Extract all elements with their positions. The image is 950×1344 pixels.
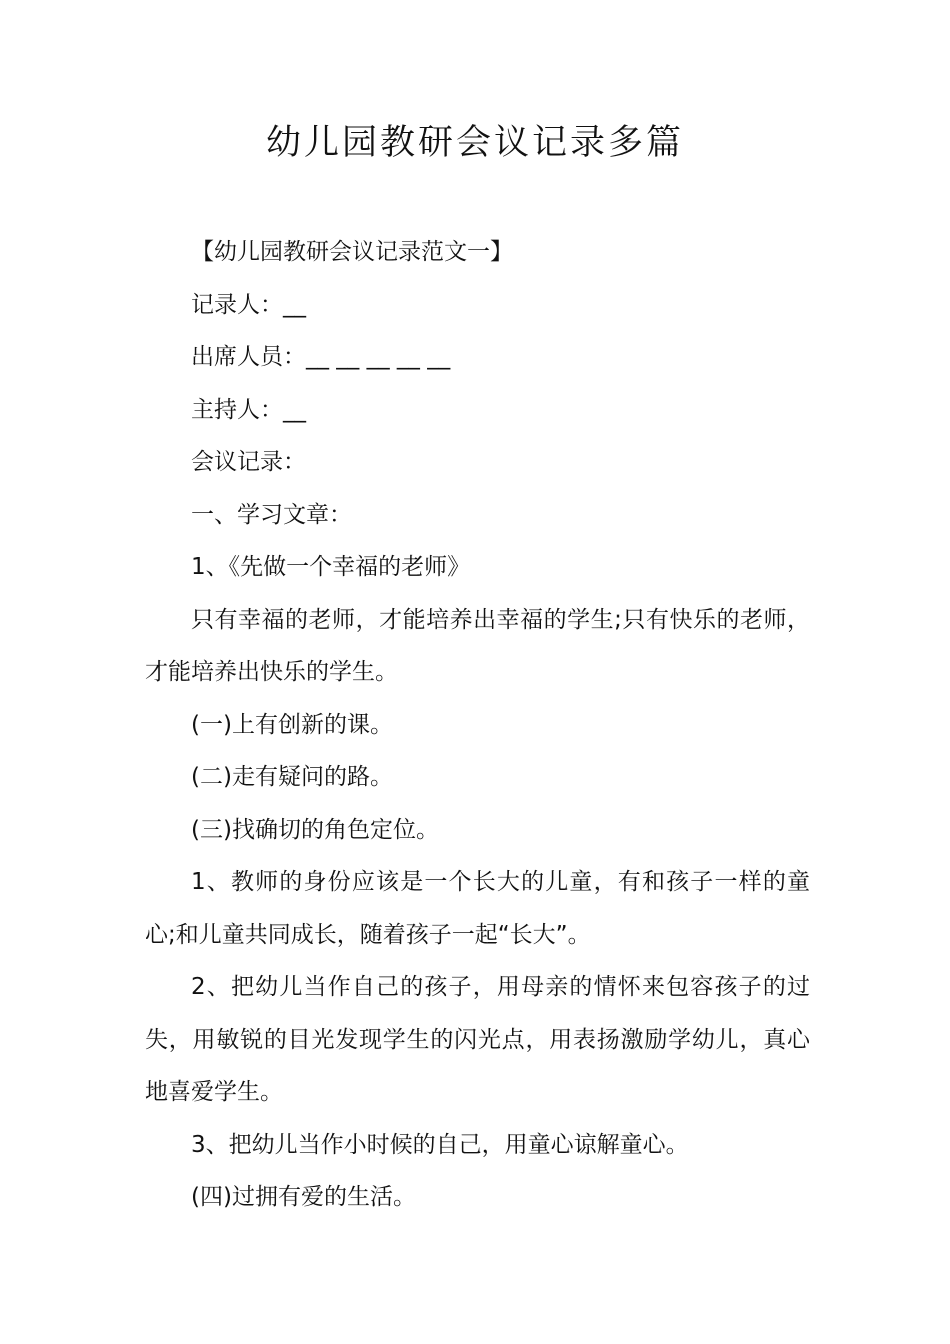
paragraph: 3、把幼儿当作小时候的自己，用童心谅解童心。 bbox=[191, 1131, 689, 1158]
list-item: (二)走有疑问的路。 bbox=[191, 764, 393, 790]
recorder-line: 记录人：__ bbox=[191, 291, 306, 318]
section-heading: 【幼儿园教研会议记录范文一】 bbox=[191, 239, 513, 265]
paragraph: 2、把幼儿当作自己的孩子，用母亲的情怀来包容孩子的过失，用敏锐的目光发现学生的闪光点，用表扬激励学幼儿，真心地喜爱学生。 bbox=[145, 974, 810, 1105]
document-body bbox=[145, 226, 810, 1224]
article-title: 1、《先做一个幸福的老师》 bbox=[191, 554, 471, 580]
paragraph: 只有幸福的老师，才能培养出幸福的学生;只有快乐的老师，才能培养出快乐的学生。 bbox=[145, 606, 810, 685]
attendees-line: 出席人员：__ __ __ __ __ bbox=[191, 344, 451, 370]
document-title: 幼儿园教研会议记录多篇 bbox=[265, 123, 684, 163]
list-item: (一)上有创新的课。 bbox=[191, 711, 393, 738]
minutes-label: 会议记录： bbox=[191, 449, 306, 475]
list-item: (三)找确切的角色定位。 bbox=[191, 816, 439, 843]
part-one-heading: 一、学习文章： bbox=[191, 501, 352, 528]
paragraph: 1、教师的身份应该是一个长大的儿童，有和孩子一样的童心;和儿童共同成长，随着孩子一起“长大”。 bbox=[145, 869, 810, 948]
list-item: (四)过拥有爱的生活。 bbox=[191, 1184, 416, 1210]
host-line: 主持人：__ bbox=[191, 396, 306, 423]
